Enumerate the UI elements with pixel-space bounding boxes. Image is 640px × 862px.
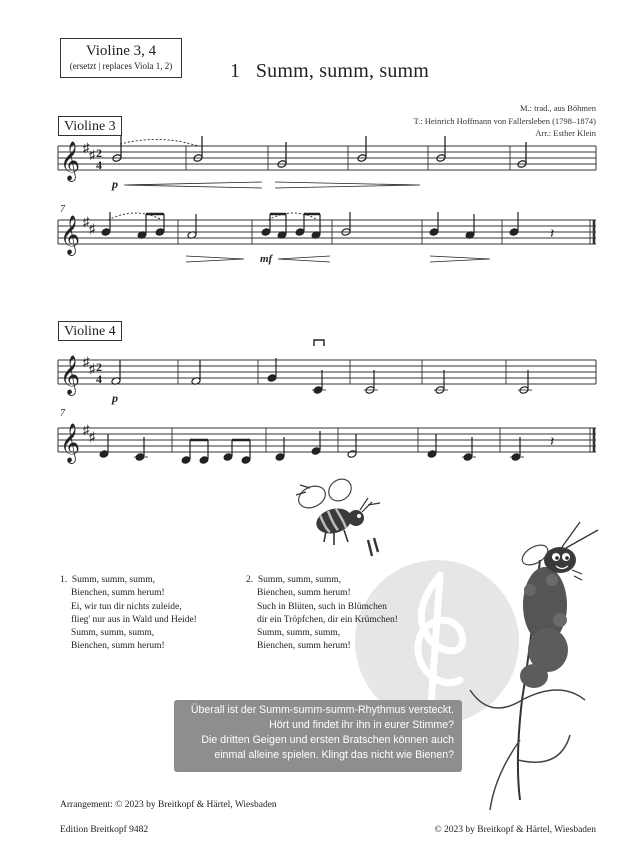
verse-1 (60, 574, 197, 654)
info-box (174, 700, 462, 772)
lyric-line: Summ, summ, summ, (257, 575, 342, 585)
notes (111, 358, 532, 394)
staff-violine4-system1 (58, 340, 596, 405)
decrescendo-hairpin (275, 182, 420, 188)
sharp-icon: ♯ (83, 422, 90, 437)
staff-violine3-system2 (58, 204, 596, 265)
sharp-icon: ♯ (83, 214, 90, 229)
credit-text: T.: Heinrich Hoffmann von Fallersleben (1798–1874) (413, 115, 596, 126)
time-signature (96, 146, 102, 172)
treble-clef-icon: 𝄞 (60, 357, 81, 394)
lyric-line: flieg' nur aus in Wald und Heide! (71, 614, 197, 625)
time-signature (96, 360, 102, 386)
svg-text:2: 2 (96, 360, 102, 374)
rest-icon: 𝄽 (550, 227, 555, 242)
decrescendo-hairpin (430, 256, 490, 262)
lyric-line: Bienchen, summ herum! (71, 588, 165, 599)
dynamic-p: p (112, 177, 118, 191)
bee-icon (295, 475, 380, 556)
sharp-icon: ♯ (89, 361, 96, 376)
info-line: Überall ist der Summ-summ-summ-Rhythmus versteckt. (190, 704, 454, 716)
slur-dashed (120, 139, 198, 146)
lyric-line: Bienchen, summ herum! (71, 641, 165, 652)
svg-text:2: 2 (96, 146, 102, 160)
measure-number: 7 (60, 204, 65, 215)
info-line: einmal alleine spielen. Klingt das nicht wie Bienen? (214, 749, 454, 761)
staff-violine4-system2 (58, 408, 596, 464)
verse-2 (246, 574, 398, 654)
measure-number: 7 (60, 408, 65, 419)
dynamic-p: p (112, 391, 118, 405)
lyric-line: dir ein Tröpfchen, dir ein Krümchen! (257, 614, 398, 625)
verse-number: 1. (60, 575, 68, 585)
staff-violine3-system1 (58, 136, 596, 191)
sharp-icon: ♯ (83, 354, 90, 369)
lyric-line: Summ, summ, summ, (71, 628, 155, 639)
part-box-title: Violine 3, 4 (85, 43, 157, 59)
lyric-line: Summ, summ, summ, (257, 628, 341, 639)
sharp-icon: ♯ (89, 429, 96, 444)
info-line: Hört und findet ihr ihn in eurer Stimme? (269, 719, 454, 731)
song-number: 1 (230, 60, 241, 82)
part-box-subtitle: (ersetzt | replaces Viola 1, 2) (69, 61, 173, 71)
lyric-line: Such in Blüten, such in Blümchen (257, 601, 387, 612)
sharp-icon: ♯ (89, 221, 96, 236)
treble-clef-icon: 𝄞 (60, 217, 81, 254)
lyric-line: Bienchen, summ herum! (257, 588, 351, 599)
info-line: Die dritten Geigen und ersten Bratschen können auch (201, 734, 454, 746)
credit-melody: M.: trad., aus Böhmen (519, 103, 596, 113)
lyric-line: Ei, wir tun dir nichts zuleide, (71, 601, 182, 612)
lyric-line: Bienchen, summ herum! (257, 641, 351, 652)
footer-edition: Edition Breitkopf 9482 (60, 825, 149, 835)
song-title: Summ, summ, summ (255, 60, 430, 82)
verse-number: 2. (246, 575, 254, 585)
crescendo-hairpin (124, 182, 262, 188)
rest-icon: 𝄽 (550, 435, 555, 450)
decrescendo-hairpin (186, 256, 244, 262)
svg-text:4: 4 (96, 158, 102, 172)
footer-arrangement: Arrangement: © 2023 by Breitkopf & Härtel, Wiesbaden (60, 800, 277, 810)
sharp-icon: ♯ (83, 140, 90, 155)
footer-copyright: © 2023 by Breitkopf & Härtel, Wiesbaden (434, 825, 596, 835)
part-label-violine-3: Violine 3 (58, 116, 122, 136)
svg-text:4: 4 (96, 372, 102, 386)
downbow-icon (314, 340, 324, 346)
part-label-violine-4: Violine 4 (58, 321, 122, 341)
dynamic-mf: mf (260, 253, 273, 265)
lyric-line: Summ, summ, summ, (71, 575, 156, 585)
treble-clef-icon: 𝄞 (60, 143, 81, 180)
credit-arranger: Arr.: Esther Klein (535, 128, 596, 138)
notes (99, 431, 524, 464)
crescendo-hairpin (278, 256, 330, 262)
treble-clef-icon: 𝄞 (60, 425, 81, 462)
sharp-icon: ♯ (89, 147, 96, 162)
